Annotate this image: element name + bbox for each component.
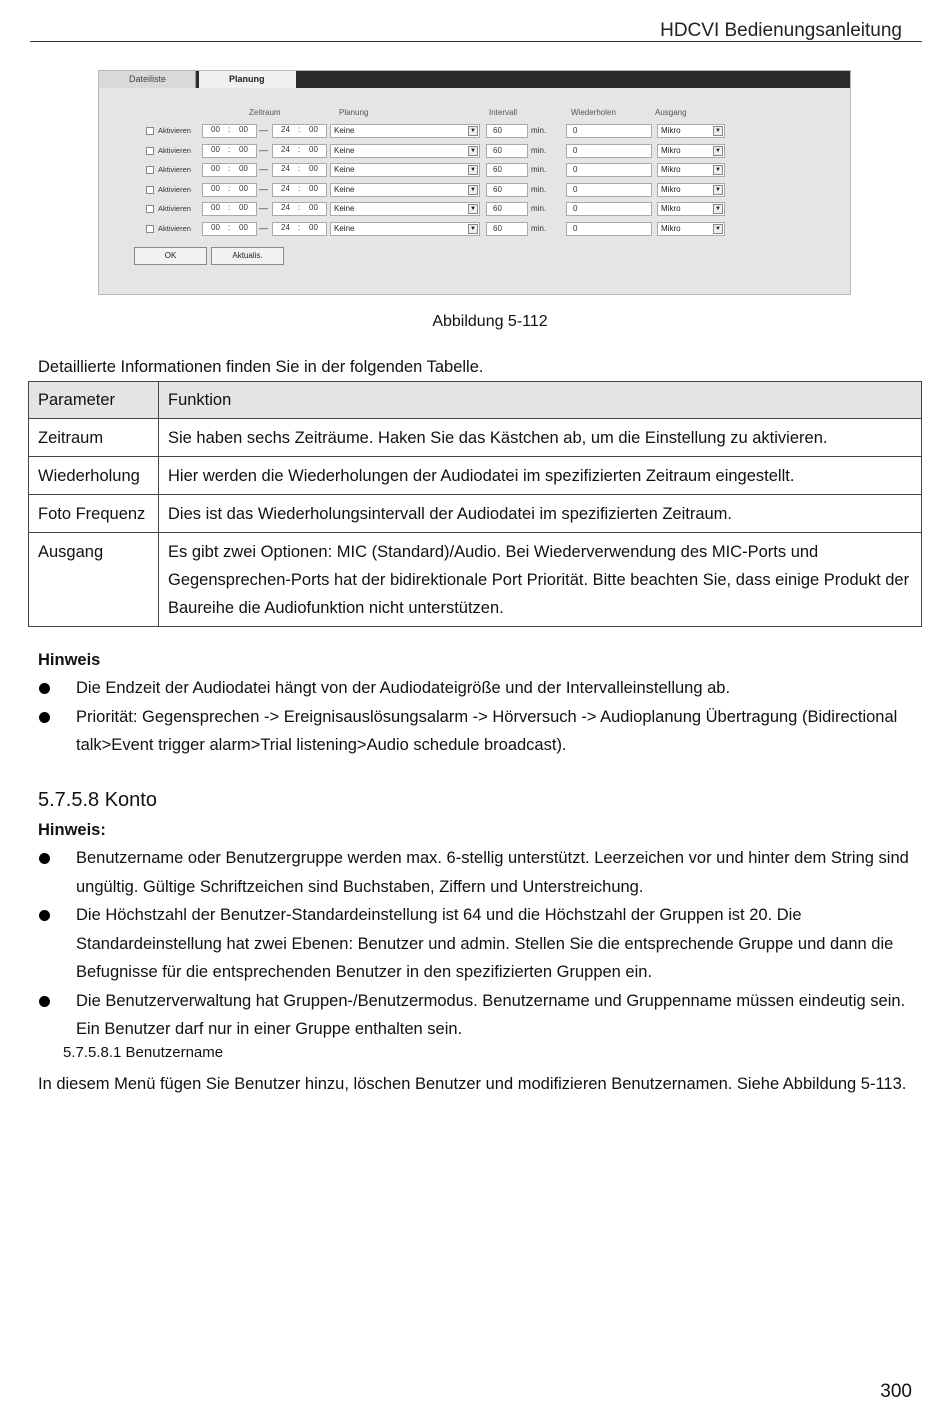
section-body: In diesem Menü fügen Sie Benutzer hinzu, löschen Benutzer und modifizieren Benutzernamen. Siehe Abbildung 5-113. <box>38 1075 907 1093</box>
end-hour: 24 <box>281 164 290 173</box>
enable-checkbox[interactable] <box>146 166 154 174</box>
enable-checkbox[interactable] <box>146 147 154 155</box>
end-minute: 00 <box>309 183 318 193</box>
list-item <box>38 844 918 901</box>
range-separator: — <box>259 164 268 174</box>
time-separator: : <box>228 203 231 212</box>
parameter-table <box>28 381 922 627</box>
bullet-icon <box>39 853 50 864</box>
interval-unit: min. <box>531 184 547 194</box>
subsection-heading: 5.7.5.8.1 Benutzername <box>63 1044 224 1061</box>
bullet-icon <box>39 712 50 723</box>
schedule-row <box>99 143 851 159</box>
time-separator: : <box>298 222 301 232</box>
chevron-down-icon: ▼ <box>468 224 478 234</box>
chevron-down-icon: ▼ <box>468 146 478 156</box>
start-hour: 00 <box>211 144 220 154</box>
schedule-row <box>99 182 851 198</box>
output-select[interactable] <box>657 222 725 236</box>
chevron-down-icon: ▼ <box>713 126 723 136</box>
chevron-down-icon: ▼ <box>713 204 723 214</box>
start-hour: 00 <box>211 125 220 134</box>
enable-checkbox[interactable] <box>146 205 154 213</box>
interval-unit: min. <box>531 204 547 213</box>
ok-button[interactable]: OK <box>134 247 207 265</box>
repeat-input[interactable]: 0 <box>566 144 652 158</box>
table-row <box>29 457 922 495</box>
repeat-input[interactable]: 0 <box>566 222 652 236</box>
note-title: Hinweis <box>38 651 101 669</box>
column-header-period: Zeitraum <box>249 108 281 117</box>
start-minute: 00 <box>239 144 248 154</box>
plan-value: Keine <box>334 145 355 155</box>
bullet-icon <box>39 910 50 921</box>
refresh-button[interactable]: Aktualis. <box>211 247 284 265</box>
plan-value: Keine <box>334 184 355 194</box>
repeat-input[interactable]: 0 <box>566 183 652 197</box>
end-minute: 00 <box>309 203 318 212</box>
start-hour: 00 <box>211 203 220 212</box>
range-separator: — <box>259 203 268 213</box>
enable-checkbox[interactable] <box>146 186 154 194</box>
time-separator: : <box>298 203 301 212</box>
plan-select[interactable] <box>330 163 480 177</box>
list-item-text: Priorität: Gegensprechen -> Ereignisauslösungsalarm -> Hörversuch -> Audioplanung Übertragung (Bidirectional talk>Event trigger alarm>Trial listening>Audio schedule broadcast). <box>76 707 898 754</box>
interval-unit: min. <box>531 126 547 135</box>
list-item <box>38 703 918 760</box>
end-minute: 00 <box>309 144 318 154</box>
output-select[interactable] <box>657 124 725 138</box>
plan-value: Keine <box>334 165 355 174</box>
schedule-row <box>99 123 851 139</box>
list-item-text: Die Benutzerverwaltung hat Gruppen-/Benutzermodus. Benutzername und Gruppenname müssen eindeutig sein. Ein Benutzer darf nur in einer Gruppe enthalten sein. <box>76 991 906 1038</box>
enable-label: Aktivieren <box>158 126 191 135</box>
output-value: Mikro <box>661 204 681 213</box>
plan-select[interactable] <box>330 183 480 197</box>
table-header-cell: Funktion <box>159 382 922 419</box>
time-separator: : <box>298 125 301 134</box>
schedule-row <box>99 221 851 237</box>
tab-planning[interactable]: Planung <box>199 71 296 88</box>
func-cell: Sie haben sechs Zeiträume. Haken Sie das Kästchen ab, um die Einstellung zu aktivieren. <box>159 419 922 457</box>
interval-input[interactable]: 60 <box>486 183 528 197</box>
note-list <box>38 674 918 760</box>
output-select[interactable] <box>657 163 725 177</box>
interval-input[interactable]: 60 <box>486 144 528 158</box>
func-cell: Es gibt zwei Optionen: MIC (Standard)/Audio. Bei Wiederverwendung des MIC-Ports und Gegensprechen-Ports hat der bidirektionale Port Priorität. Bitte beachten Sie, dass einige Produkt der Baureihe die Audiofunktion nicht unterstützen. <box>159 533 922 627</box>
enable-label: Aktivieren <box>158 204 191 213</box>
output-select[interactable] <box>657 202 725 216</box>
range-separator: — <box>259 125 268 135</box>
range-separator: — <box>259 222 268 233</box>
list-item-text: Die Höchstzahl der Benutzer-Standardeinstellung ist 64 und die Höchstzahl der Gruppen ist 20. Die Standardeinstellung hat zwei Ebenen: Benutzer und admin. Stellen Sie die entsprechende Gruppe und dann die Befugnisse für die entsprechenden Benutzer in den spezifizierten Gruppen ein. <box>76 906 894 981</box>
column-header-interval: Intervall <box>489 108 518 117</box>
range-separator: — <box>259 144 268 155</box>
column-header-plan: Planung <box>339 108 369 117</box>
tab-bar <box>99 71 851 88</box>
list-item <box>38 901 918 987</box>
page-number: 300 <box>880 1381 912 1401</box>
section-note-list <box>38 844 918 1044</box>
table-header-cell: Parameter <box>29 382 159 419</box>
bullet-icon <box>39 683 50 694</box>
output-select[interactable] <box>657 144 725 158</box>
start-minute: 00 <box>239 183 248 193</box>
enable-checkbox[interactable] <box>146 225 154 233</box>
param-cell: Ausgang <box>29 533 159 627</box>
list-item <box>38 674 918 703</box>
end-hour: 24 <box>281 183 290 193</box>
repeat-input[interactable]: 0 <box>566 124 652 138</box>
enable-label: Aktivieren <box>158 145 191 155</box>
end-hour: 24 <box>281 125 290 134</box>
plan-value: Keine <box>334 126 355 135</box>
time-separator: : <box>228 125 231 134</box>
start-minute: 00 <box>239 164 248 173</box>
list-item <box>38 987 918 1044</box>
table-header-row <box>29 382 922 419</box>
start-hour: 00 <box>211 222 220 232</box>
plan-value: Keine <box>334 223 355 233</box>
chevron-down-icon: ▼ <box>713 224 723 234</box>
range-separator: — <box>259 183 268 194</box>
plan-select[interactable] <box>330 124 480 138</box>
list-item-text: Benutzername oder Benutzergruppe werden max. 6-stellig unterstützt. Leerzeichen vor und hinter dem String sind ungültig. Gültige Schriftzeichen sind Buchstaben, Ziffern und Unterstreichung. <box>76 849 909 896</box>
output-value: Mikro <box>661 184 681 194</box>
end-minute: 00 <box>309 125 318 134</box>
chevron-down-icon: ▼ <box>713 165 723 175</box>
header-rule <box>30 41 922 42</box>
time-separator: : <box>228 222 231 232</box>
interval-unit: min. <box>531 145 547 155</box>
chevron-down-icon: ▼ <box>468 204 478 214</box>
end-hour: 24 <box>281 222 290 232</box>
table-row <box>29 495 922 533</box>
start-minute: 00 <box>239 203 248 212</box>
repeat-input[interactable]: 0 <box>566 202 652 216</box>
start-hour: 00 <box>211 183 220 193</box>
table-row <box>29 419 922 457</box>
plan-select[interactable] <box>330 222 480 236</box>
param-cell: Wiederholung <box>29 457 159 495</box>
schedule-row <box>99 201 851 217</box>
intro-text: Detaillierte Informationen finden Sie in der folgenden Tabelle. <box>38 358 484 376</box>
output-select[interactable] <box>657 183 725 197</box>
column-header-repeat: Wiederholen <box>571 108 616 117</box>
func-cell: Hier werden die Wiederholungen der Audiodatei im spezifizierten Zeitraum eingestellt. <box>159 457 922 495</box>
param-cell: Foto Frequenz <box>29 495 159 533</box>
section-note-title: Hinweis: <box>38 821 106 839</box>
plan-select[interactable] <box>330 144 480 158</box>
column-header-output: Ausgang <box>655 108 687 117</box>
bullet-icon <box>39 996 50 1007</box>
chevron-down-icon: ▼ <box>713 185 723 195</box>
end-hour: 24 <box>281 144 290 154</box>
chevron-down-icon: ▼ <box>468 126 478 136</box>
planning-screenshot <box>98 70 851 295</box>
time-separator: : <box>228 164 231 173</box>
header-title: HDCVI Bedienungsanleitung <box>660 20 902 41</box>
end-hour: 24 <box>281 203 290 212</box>
func-cell: Dies ist das Wiederholungsintervall der Audiodatei im spezifizierten Zeitraum. <box>159 495 922 533</box>
end-minute: 00 <box>309 164 318 173</box>
end-minute: 00 <box>309 222 318 232</box>
enable-label: Aktivieren <box>158 184 191 194</box>
interval-input[interactable]: 60 <box>486 124 528 138</box>
output-value: Mikro <box>661 165 681 174</box>
interval-unit: min. <box>531 223 547 233</box>
interval-unit: min. <box>531 165 547 174</box>
start-minute: 00 <box>239 222 248 232</box>
start-hour: 00 <box>211 164 220 173</box>
output-value: Mikro <box>661 126 681 135</box>
chevron-down-icon: ▼ <box>713 146 723 156</box>
tab-file-list[interactable]: Dateiliste <box>99 71 196 88</box>
table-row <box>29 533 922 627</box>
enable-label: Aktivieren <box>158 223 191 233</box>
interval-input[interactable]: 60 <box>486 222 528 236</box>
section-heading: 5.7.5.8 Konto <box>38 789 157 811</box>
interval-input[interactable]: 60 <box>486 202 528 216</box>
time-separator: : <box>298 183 301 193</box>
enable-label: Aktivieren <box>158 165 191 174</box>
time-separator: : <box>298 164 301 173</box>
repeat-input[interactable]: 0 <box>566 163 652 177</box>
figure-caption: Abbildung 5-112 <box>432 313 548 330</box>
chevron-down-icon: ▼ <box>468 185 478 195</box>
start-minute: 00 <box>239 125 248 134</box>
time-separator: : <box>228 183 231 193</box>
time-separator: : <box>228 144 231 154</box>
param-cell: Zeitraum <box>29 419 159 457</box>
chevron-down-icon: ▼ <box>468 165 478 175</box>
plan-value: Keine <box>334 204 355 213</box>
output-value: Mikro <box>661 145 681 155</box>
enable-checkbox[interactable] <box>146 127 154 135</box>
time-separator: : <box>298 144 301 154</box>
list-item-text: Die Endzeit der Audiodatei hängt von der Audiodateigröße und der Intervalleinstellung ab. <box>76 679 731 697</box>
schedule-row <box>99 162 851 178</box>
interval-input[interactable]: 60 <box>486 163 528 177</box>
output-value: Mikro <box>661 223 681 233</box>
plan-select[interactable] <box>330 202 480 216</box>
